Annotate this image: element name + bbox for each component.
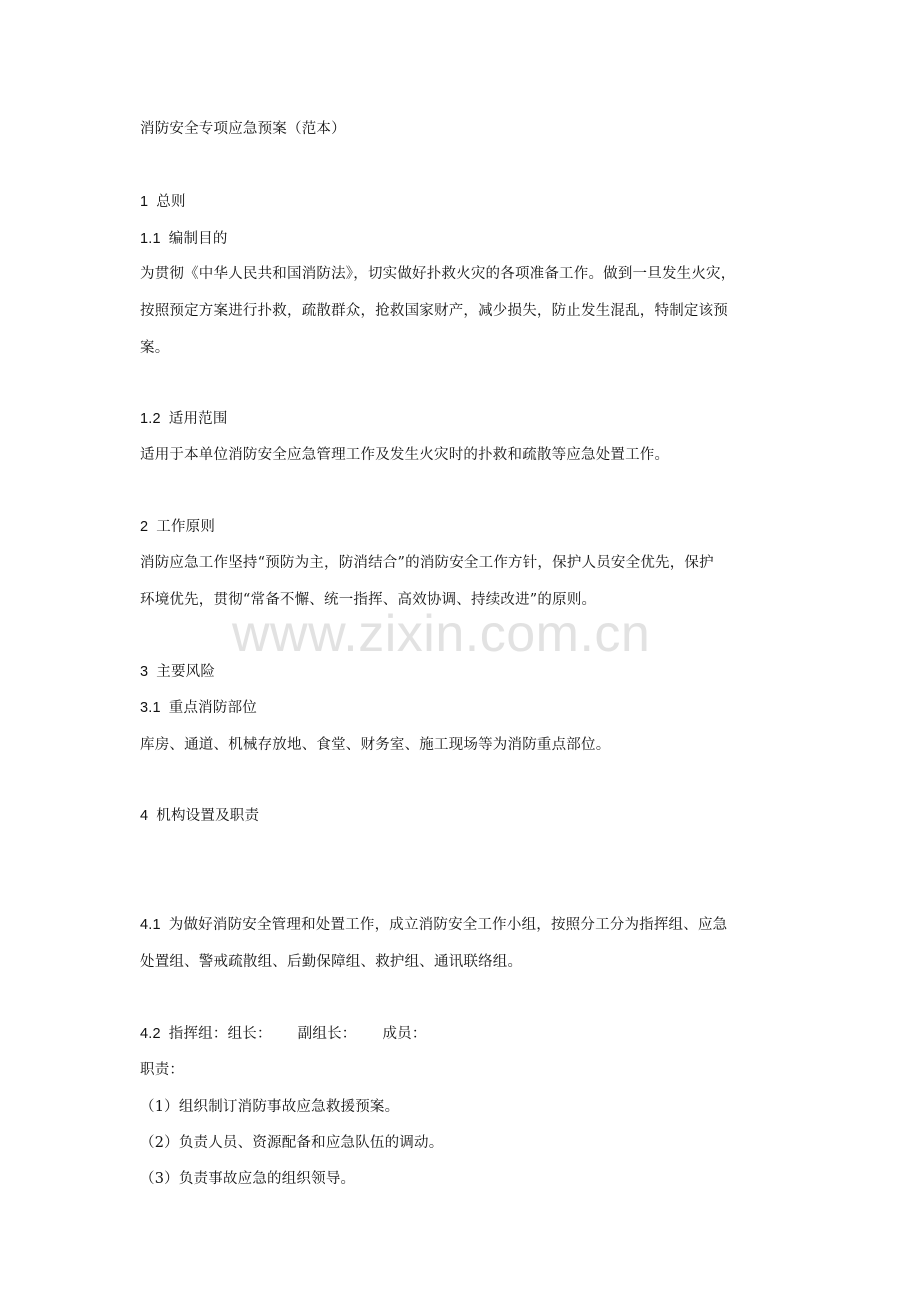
section-number: 1.1 bbox=[140, 231, 161, 247]
section-number: 3.1 bbox=[140, 700, 161, 716]
section-2-heading bbox=[140, 518, 215, 536]
section-number: 3 bbox=[140, 664, 149, 680]
paragraph-line: 库房、通道、机械存放地、食堂、财务室、施工现场等为消防重点部位。 bbox=[140, 737, 611, 753]
section-1-2-heading bbox=[140, 410, 228, 428]
section-number: 4.2 bbox=[140, 1026, 161, 1042]
section-3-heading bbox=[140, 663, 215, 681]
group-leader-label: 指挥组：组长： bbox=[168, 1026, 272, 1042]
section-title: 工作原则 bbox=[156, 519, 216, 535]
section-number: 1.2 bbox=[140, 411, 161, 427]
paragraph-line: 环境优先，贯彻“常备不懈、统一指挥、高效协调、持续改进”的原则。 bbox=[140, 592, 597, 608]
paragraph-line: 案。 bbox=[140, 340, 170, 356]
section-title: 重点消防部位 bbox=[168, 700, 257, 716]
section-4-heading bbox=[140, 807, 259, 825]
section-4-1-paragraph bbox=[140, 916, 727, 934]
deputy-leader-label: 副组长： bbox=[297, 1026, 357, 1042]
section-4-2-heading bbox=[140, 1025, 427, 1043]
section-title: 机构设置及职责 bbox=[156, 808, 260, 824]
duties-label: 职责： bbox=[140, 1062, 185, 1078]
duty-item: （3）负责事故应急的组织领导。 bbox=[140, 1171, 356, 1187]
section-title: 编制目的 bbox=[168, 231, 228, 247]
watermark: www.zixin.com.cn bbox=[232, 605, 651, 663]
section-3-1-heading bbox=[140, 699, 257, 717]
paragraph-line: 消防应急工作坚持“预防为主，防消结合”的消防安全工作方针，保护人员安全优先，保护 bbox=[140, 555, 714, 571]
section-number: 1 bbox=[140, 194, 149, 210]
duty-item: （2）负责人员、资源配备和应急队伍的调动。 bbox=[140, 1135, 444, 1151]
paragraph-line: 适用于本单位消防安全应急管理工作及发生火灾时的扑救和疏散等应急处置工作。 bbox=[140, 447, 670, 463]
paragraph-text: 为做好消防安全管理和处置工作，成立消防安全工作小组，按照分工分为指挥组、应急 bbox=[168, 917, 728, 933]
section-title: 适用范围 bbox=[168, 411, 228, 427]
section-1-1-heading bbox=[140, 230, 228, 248]
paragraph-line: 处置组、警戒疏散组、后勤保障组、救护组、通讯联络组。 bbox=[140, 954, 523, 970]
section-number: 4 bbox=[140, 808, 149, 824]
duty-item: （1）组织制订消防事故应急救援预案。 bbox=[140, 1099, 400, 1115]
paragraph-line: 为贯彻《中华人民共和国消防法》，切实做好扑救火灾的各项准备工作。做到一旦发生火灾， bbox=[140, 266, 736, 282]
section-number: 2 bbox=[140, 519, 149, 535]
section-title: 主要风险 bbox=[156, 664, 216, 680]
section-1-heading bbox=[140, 193, 186, 211]
section-number: 4.1 bbox=[140, 917, 161, 933]
members-label: 成员： bbox=[382, 1026, 427, 1042]
section-title: 总则 bbox=[156, 194, 186, 210]
paragraph-line: 按照预定方案进行扑救，疏散群众，抢救国家财产，减少损失，防止发生混乱，特制定该预 bbox=[140, 303, 728, 319]
document-title: 消防安全专项应急预案（范本） bbox=[140, 121, 346, 137]
